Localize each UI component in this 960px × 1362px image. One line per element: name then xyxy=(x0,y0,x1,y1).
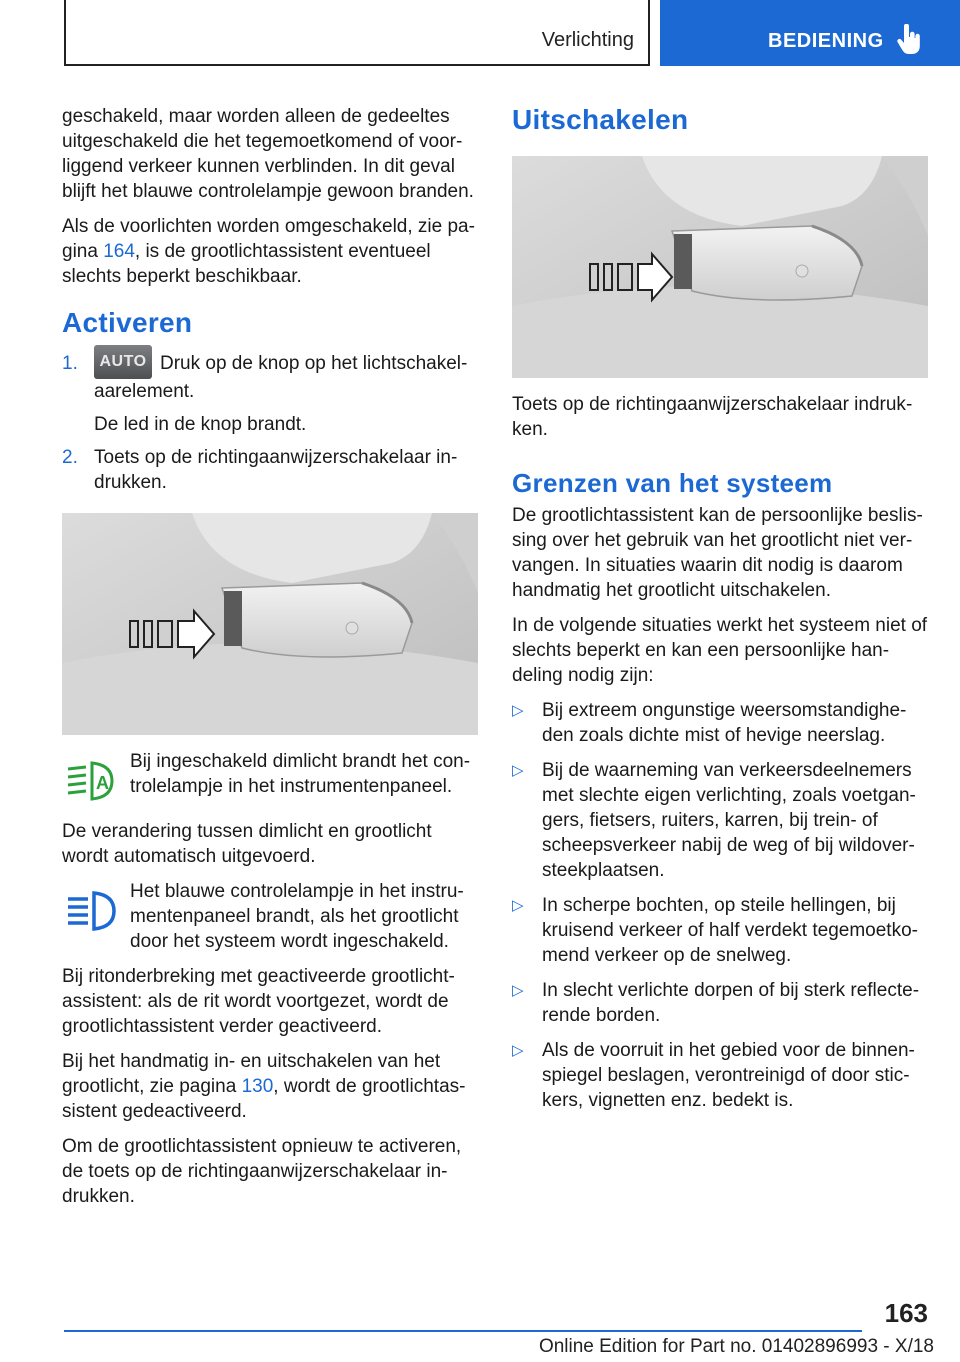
left-paragraph-2-text-a: Als de voorlichten worden omgeschakeld, zie pagina xyxy=(62,216,475,262)
right-paragraph-3: In de volgende situaties werkt het systeem niet of slechts beperkt en kan een persoonlijke handeling nodig zijn: xyxy=(512,615,928,686)
list-item-text: Bij de waarneming van verkeersdeelnemers met slechte eigen verlichting, zoals voetgangers, fietsers, ruiters, karren, bij trein- of scheepsverkeer nabij de weg of bij wildoversteekplaatsen. xyxy=(542,760,916,881)
step-1-text: Druk op de knop op het lichtschakelaarelement. xyxy=(94,353,468,402)
header-chapter-title: BEDIENING xyxy=(768,30,884,52)
pointing-hand-icon xyxy=(896,24,922,56)
indicator-note-1-text: Bij ingeschakeld dimlicht brandt het controlelampje in het instrumentenpaneel. xyxy=(130,751,471,797)
left-paragraph-6: Om de grootlichtassistent opnieuw te activeren, de toets op de richtingaanwijzerschakelaar indrukken. xyxy=(62,1136,462,1207)
list-item-text: In slecht verlichte dorpen of bij sterk reflecterende borden. xyxy=(542,980,920,1026)
turn-signal-lever-photo-2 xyxy=(512,156,928,378)
step-2-text: Toets op de richtingaanwijzerschakelaar indrukken. xyxy=(94,447,458,493)
list-item xyxy=(512,1038,930,1113)
auto-button-icon: AUTO xyxy=(94,345,152,379)
right-paragraph-1: Toets op de richtingaanwijzerschakelaar indrukken. xyxy=(512,394,913,440)
high-beam-assistant-indicator-icon xyxy=(62,757,118,809)
list-item-text: In scherpe bochten, op steile hellingen, bij kruisend verkeer of half verdekt tegemoetkomend verkeer op de snelweg. xyxy=(542,895,918,966)
bullet-marker: ▷ xyxy=(512,982,524,999)
left-paragraph-4: Bij ritonderbreking met geactiveerde grootlichtassistent: als de rit wordt voortgezet, wordt de grootlichtassistent verder geactiveerd. xyxy=(62,966,455,1037)
bullet-marker: ▷ xyxy=(512,762,524,779)
left-paragraph-3: De verandering tussen dimlicht en grootlicht wordt automatisch uitgevoerd. xyxy=(62,821,432,867)
bullet-marker: ▷ xyxy=(512,1042,524,1059)
footer-divider xyxy=(64,1330,862,1332)
footer-edition: Online Edition for Part no. 01402896993 - X/18 xyxy=(538,1336,934,1357)
list-item xyxy=(512,758,930,883)
page-link-130[interactable]: 130 xyxy=(241,1076,274,1097)
turn-signal-lever-photo xyxy=(62,513,478,735)
page-link-164[interactable]: 164 xyxy=(103,241,135,262)
step-2 xyxy=(62,445,480,495)
bullet-marker: ▷ xyxy=(512,897,524,914)
list-item-text: Bij extreem ongunstige weersomstandigheden zoals dichte mist of hevige neerslag. xyxy=(542,700,907,746)
step-1 xyxy=(62,351,480,404)
left-paragraph-5-text-b: , wordt de grootlichtassistent gedeactiveerd. xyxy=(62,1076,466,1122)
left-paragraph-2-text-b: , is de grootlichtassistent eventueel slechts beperkt beschikbaar. xyxy=(62,241,431,287)
left-paragraph-5-text-a: Bij het handmatig in- en uitschakelen van het grootlicht, zie pagina xyxy=(62,1051,441,1097)
right-column xyxy=(512,104,930,1123)
list-item xyxy=(512,698,930,748)
list-item-text: Als de voorruit in het gebied voor de binnenspiegel beslagen, verontreinigd of door stickers, vignetten enz. bedekt is. xyxy=(542,1040,915,1111)
heading-activeren: Activeren xyxy=(62,307,193,338)
svg-text:A: A xyxy=(96,773,109,793)
header-chapter-tab xyxy=(660,0,960,66)
header-section-title: Verlichting xyxy=(541,29,634,51)
indicator-note-1 xyxy=(62,749,480,809)
left-paragraph-5 xyxy=(62,1049,480,1124)
right-paragraph-2: De grootlichtassistent kan de persoonlijke beslissing over het gebruik van het grootlicht niet vervangen. In situaties waarin dit nodig is daarom handmatig het grootlicht uitschakelen. xyxy=(512,505,923,601)
high-beam-indicator-icon xyxy=(62,887,118,939)
indicator-note-2 xyxy=(62,879,480,954)
heading-uitschakelen: Uitschakelen xyxy=(512,104,689,135)
step-1-number: 1. xyxy=(62,353,78,374)
left-column xyxy=(62,104,480,1219)
bullet-marker: ▷ xyxy=(512,702,524,719)
step-2-number: 2. xyxy=(62,447,78,468)
indicator-note-2-text: Het blauwe controlelampje in het instrumentenpaneel brandt, als het grootlicht door het systeem wordt ingeschakeld. xyxy=(130,881,464,952)
step-1-subtext: De led in de knop brandt. xyxy=(94,414,307,435)
left-paragraph-2 xyxy=(62,214,480,289)
heading-grenzen: Grenzen van het systeem xyxy=(512,468,833,498)
list-item xyxy=(512,978,930,1028)
left-paragraph-1: geschakeld, maar worden alleen de gedeeltes uitgeschakeld die het tegemoetkomend of voorliggend verkeer kunnen verblinden. In dit geval blijft het blauwe controlelampje gewoon branden. xyxy=(62,106,474,202)
page-number: 163 xyxy=(884,1298,928,1328)
header-section-box xyxy=(64,0,650,66)
list-item xyxy=(512,893,930,968)
